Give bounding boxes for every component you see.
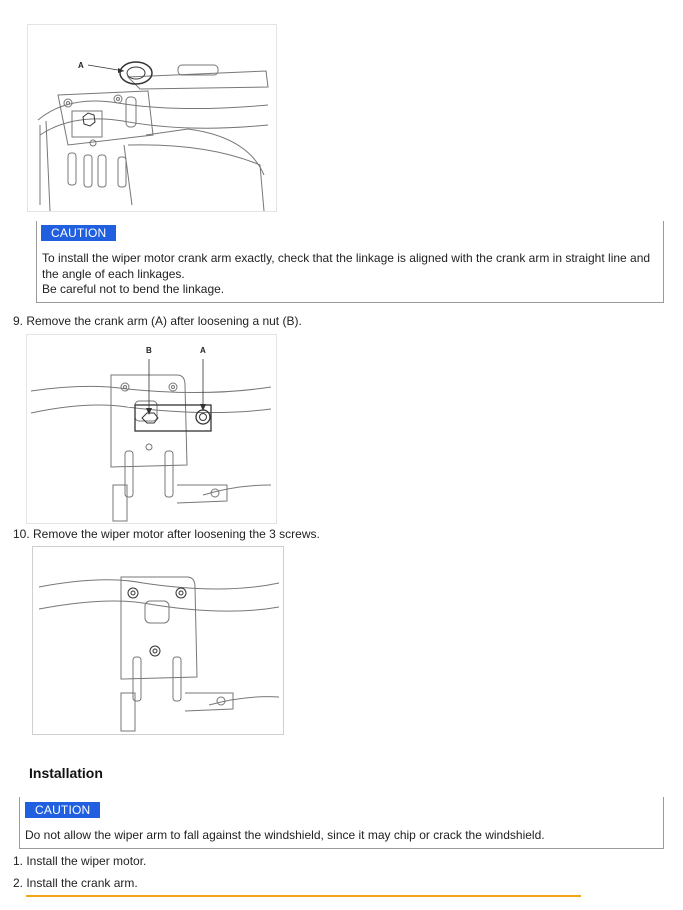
caution-text-linkage <box>42 251 666 298</box>
crank-arm-linkage-illustration <box>28 25 276 211</box>
caution-box-windshield <box>19 797 664 849</box>
caution-line-3: Be careful not to bend the linkage. <box>42 282 225 296</box>
caution-box-linkage <box>36 221 664 303</box>
caution-text-windshield: Do not allow the wiper arm to fall against the windshield, since it may chip or crack the windshield. <box>25 828 545 842</box>
figure-crank-arm-nut <box>26 334 277 524</box>
step-10: 10. Remove the wiper motor after loosening the 3 screws. <box>13 527 320 541</box>
caution-line-1: To install the wiper motor crank arm exactly, check that the linkage is aligned with the crank arm in straight line and <box>42 251 651 265</box>
figure2-label-a: A <box>200 346 206 355</box>
wiper-motor-screws-illustration <box>33 547 283 734</box>
figure2-label-b: B <box>146 346 152 355</box>
figure-crank-arm-linkage <box>27 24 277 212</box>
caution-line-2: the angle of each linkages. <box>42 266 185 281</box>
installation-heading: Installation <box>29 765 103 781</box>
figure1-label-a: A <box>78 61 84 70</box>
install-step-1: 1. Install the wiper motor. <box>13 854 147 868</box>
figure-wiper-motor-screws <box>32 546 284 735</box>
caution-tag: CAUTION <box>41 225 116 241</box>
install-step-2: 2. Install the crank arm. <box>13 876 138 890</box>
crank-arm-nut-illustration <box>27 335 276 523</box>
step-9: 9. Remove the crank arm (A) after loosening a nut (B). <box>13 314 302 328</box>
caution-tag: CAUTION <box>25 802 100 818</box>
section-divider <box>26 895 581 897</box>
